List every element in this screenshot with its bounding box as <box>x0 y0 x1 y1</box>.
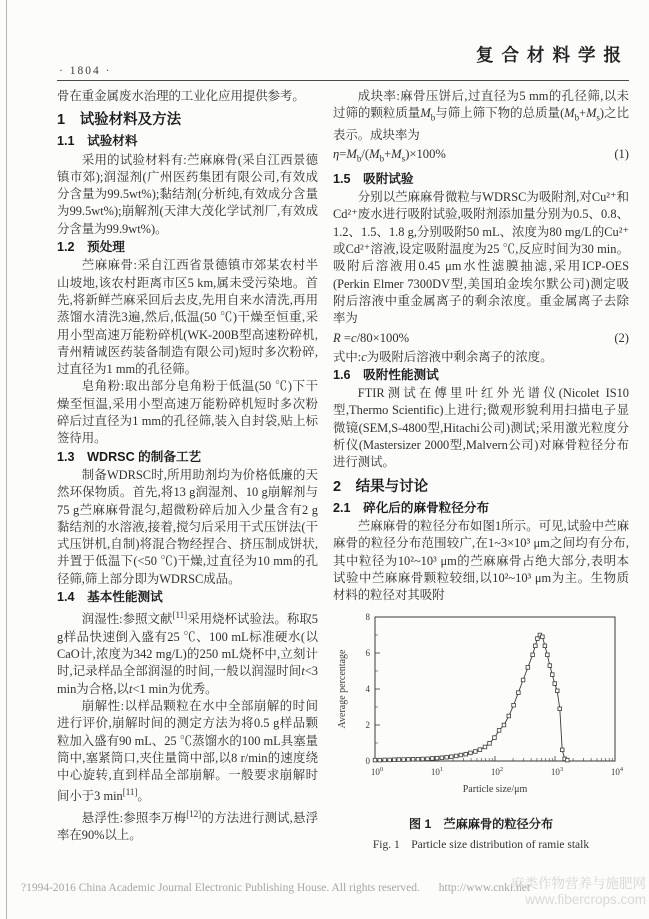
svg-text:101: $10^1$ <box>430 766 444 778</box>
section-heading-1: 1 试验材料及方法 <box>57 112 182 129</box>
page-number: · 1804 · <box>59 65 112 77</box>
paragraph-pretreat-ramie: 苎麻麻骨:采自江西省景德镇市郊某农村半山坡地,该农村距离市区5 km,属未受污染地。首先,将新鲜苎麻采回后去皮,先用自来水清洗,再用蒸馏水清洗3遍,然后,低温(50 ℃)干燥至恒重,采用小型高速万能粉碎机(WK-200B型高速粉碎机,青州精诚医药装备制造有限公司)短时多次粉碎,过直径为1 mm的孔径筛。 <box>57 258 318 377</box>
subsection-heading-1-2: 1.2 预处理 <box>57 240 125 255</box>
svg-text:103: $10^3$ <box>550 766 564 778</box>
header-rule <box>57 80 629 81</box>
particle-size-chart <box>333 609 629 814</box>
paragraph-adsorption-test: 分别以苎麻麻骨微粒与WDRSC为吸附剂,对Cu²⁺和Cd²⁺废水进行吸附试验,吸附剂添加量分别为0.5、0.8、1.2、1.5、1.8 g,分别吸附50 mL、浓度为80 mg/L的Cu²⁺或Cd²⁺溶液,设定吸附温度为25 ℃,反应时间为30 min。吸附后溶液用0.45 μm水性滤膜抽滤,采用ICP-OES (Perkin Elmer 7300DV型,美国珀金埃尔默公司)测定吸附后溶液中重金属离子的剩余浓度。重金属离子去除率为 <box>333 190 629 326</box>
paragraph-instruments: FTIR测试在傅里叶红外光谱仪(Nicolet IS10型,Thermo Scientific)上进行;微观形貌利用扫描电子显微镜(SEM,S-4800型,Hitachi公司)测试;采用激光粒度分析仪(Mastersizer 2000型,Malvern公司)对麻骨粒径分布进行测试。 <box>333 386 629 470</box>
equation-1 <box>333 144 629 170</box>
figure-caption-cn: 图 1 苎麻麻骨的粒径分布 <box>408 817 554 832</box>
svg-text:Average percentage: Average percentage <box>337 649 348 729</box>
svg-text:8: 8 <box>365 612 370 623</box>
equation-1-body: $\eta=M_b/(M_b+M_s)\times 100\%$ <box>333 147 446 164</box>
equation-1-number: (1) <box>614 147 629 162</box>
svg-text:0: 0 <box>365 756 370 767</box>
watermark-site-name: 麻类作物营养与施肥网 <box>511 876 646 891</box>
svg-text:100: $10^0$ <box>370 766 384 778</box>
figure-1 <box>333 609 629 852</box>
svg-text:Particle size/μm: Particle size/μm <box>462 784 528 796</box>
page-header <box>57 42 629 78</box>
cnki-url: http://www.cnki.net <box>438 882 531 894</box>
subsection-heading-1-3: 1.3 WDRSC 的制备工艺 <box>57 449 202 464</box>
svg-text:6: 6 <box>365 648 370 659</box>
subsection-heading-1-5: 1.5 吸附试验 <box>333 171 414 186</box>
scan-edge-line <box>6 0 7 919</box>
subsection-heading-2-1: 2.1 碎化后的麻骨粒径分布 <box>333 500 490 515</box>
paragraph-continuation: 骨在重金属废水治理的工业化应用提供参考。 <box>57 89 305 103</box>
watermark-site-url: www.fibercrops.com <box>525 891 646 907</box>
paragraph-materials: 采用的试验材料有:苎麻麻骨(采自江西景德镇市郊);润湿剂(广州医药集团有限公司,有效成分含量为99.5wt%);黏结剂(分析纯,有效成分含量为99.5wt%);崩解剂(天津大茂化学试剂厂,有效成分含量为99.9wt%)。 <box>57 152 318 236</box>
right-column <box>333 88 629 852</box>
section-heading-2: 2 结果与讨论 <box>333 478 429 495</box>
equation-2 <box>333 328 629 349</box>
paragraph-blocking-rate: 成块率:麻骨压饼后,过直径为5 mm的孔径筛,以未过筛的颗粒质量$M_b$与筛上筛下物的总质量$(M_b+M_s)$之比表示。成块率为 <box>333 89 629 143</box>
journal-title: 复合材料学报 <box>476 45 629 65</box>
svg-text:102: $10^2$ <box>490 766 504 778</box>
subsection-heading-1-4: 1.4 基本性能测试 <box>57 590 163 605</box>
subsection-heading-1-1: 1.1 试验材料 <box>57 134 138 149</box>
left-column <box>57 88 318 852</box>
paragraph-pretreat-saponin: 皂角粉:取出部分皂角粉于低温(50 ℃)下干燥至恒温,采用小型高速万能粉碎机短时多次粉碎后过直径为1 mm的孔径筛,装入自封袋,贴上标签待用。 <box>57 379 318 446</box>
paragraph-wetting: 润湿性:参照文献[11]采用烧杯试验法。称取5 g样品快速倒入盛有25 ℃、100 mL标准硬水(以CaO计,浓度为342 mg/L)的250 mL烧杯中,立刻计时,记录样品全部润湿的时间,一般以润湿时间t<3 min为合格,以t<1 min为优秀。 <box>57 610 318 696</box>
paragraph-disintegration: 崩解性:以样品颗粒在水中全部崩解的时间进行评价,崩解时间的测定方法为将0.5 g样品颗粒加入盛有90 mL、25 ℃蒸馏水的100 mL具塞量筒中,塞紧筒口,夹住量筒中部,以8 r/min的速度绕中心旋转,直到样品全部崩解。一般要求崩解时间小于3 min[11]。 <box>57 698 318 804</box>
paragraph-eq2-note: 式中:c为吸附后溶液中剩余离子的浓度。 <box>333 349 553 364</box>
equation-2-number: (2) <box>614 330 629 345</box>
svg-text:4: 4 <box>365 684 370 695</box>
svg-text:2: 2 <box>365 720 370 731</box>
site-watermark <box>511 876 646 907</box>
paragraph-size-distribution: 苎麻麻骨的粒径分布如图1所示。可见,试验中苎麻麻骨的粒径分布范围较广,在1~3×10³ μm之间均有分布,其中粒径为10²~10³ μm的苎麻麻骨占绝大部分,表明本试验中苎麻麻骨颗粒较细,以10²~10³ μm为主。生物质材料的粒径对其吸附 <box>333 518 629 603</box>
svg-text:104: $10^4$ <box>610 766 624 778</box>
two-column-body <box>57 88 629 852</box>
figure-caption-en: Fig. 1 Particle size distribution of ramie stalk <box>372 839 590 852</box>
copyright-text: ?1994-2016 China Academic Journal Electronic Publishing House. All rights reserved. <box>21 882 420 894</box>
subsection-heading-1-6: 1.6 吸附性能测试 <box>333 367 439 382</box>
paragraph-preparation: 制备WDRSC时,所用助剂均为价格低廉的天然环保物质。首先,将13 g润湿剂、10 g崩解剂与75 g苎麻麻骨混匀,超微粉碎后加入少量含有2 g黏结剂的水溶液,接着,搅匀后采用干式压饼法(干式压饼机,自制)将混合物经捏合、挤压制成饼状,并置于低温下(<50 ℃)干燥,过直径为10 mm的孔径筛,筛上部分即为WDRSC成品。 <box>57 467 318 586</box>
equation-2-body: R =c/80×100% <box>333 330 410 345</box>
paragraph-suspension: 悬浮性:参照李万梅[12]的方法进行测试,悬浮率在90%以上。 <box>57 808 318 843</box>
